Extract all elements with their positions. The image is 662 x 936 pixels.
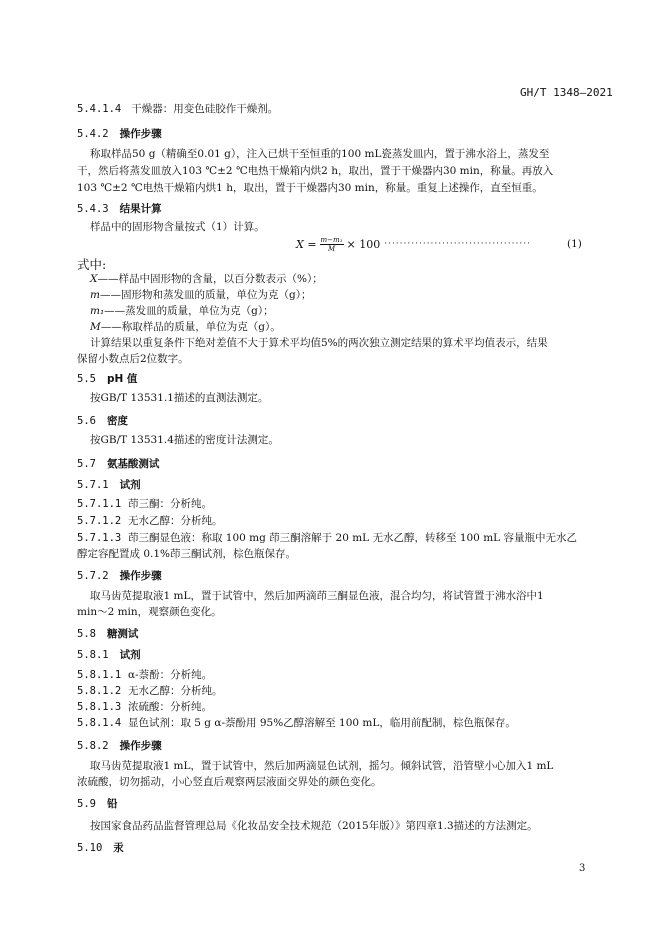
variable-desc: ——固形物和蒸发皿的质量，单位为克（g）； (99, 289, 312, 301)
variable-row (90, 304, 274, 318)
heading-5-8-1 (77, 647, 141, 662)
variable-symbol: M (90, 321, 101, 333)
variable-desc: ——样品中固形物的含量，以百分数表示（%）； (97, 273, 323, 285)
heading-number: 5.9 (77, 798, 96, 810)
clause-number: 5.7.1.3 (77, 532, 122, 544)
paragraph-line: 按GB/T 13531.4描述的密度计法测定。 (90, 434, 279, 446)
clause-5-4-1-4 (77, 102, 278, 116)
clause-text: 浓硫酸：分析纯。 (127, 701, 212, 713)
variable-symbol: X (90, 273, 98, 285)
clause-text: 显色试剂：取 5 g α-萘酚用 95%乙醇溶解至 100 mL，临用前配制，棕色瓶保存。 (127, 717, 516, 729)
list-item (77, 684, 222, 698)
formula-leader-dots: ······································ (384, 239, 531, 249)
heading-number: 5.8.1 (77, 649, 109, 661)
page-number: 3 (579, 863, 586, 874)
heading-5-7-2 (77, 568, 162, 583)
heading-title: 操作步骤 (119, 128, 162, 140)
paragraph-line: 称取样品50 g（精确至0.01 g），注入已烘干至恒重的100 mL瓷蒸发皿内，置于沸水浴上，蒸发至 (90, 148, 550, 160)
clause-text: 无水乙醇：分析纯。 (127, 685, 223, 697)
formula (296, 233, 531, 255)
paragraph-line: 按GB/T 13531.1描述的直测法测定。 (90, 392, 269, 404)
heading-title: 操作步骤 (119, 570, 162, 582)
clause-text: 干燥器：用变色硅胶作干燥剂。 (131, 103, 279, 115)
heading-title: 试剂 (119, 479, 141, 491)
clause-text: 无水乙醇：分析纯。 (127, 515, 223, 527)
paragraph-line: 103 ℃±2 ℃电热干燥箱内烘1 h，取出，置于干燥器内30 min，称量。重复上述操作，直至恒重。 (77, 182, 543, 194)
heading-title: 试剂 (119, 649, 141, 661)
variable-row (90, 320, 281, 334)
heading-5-5 (77, 371, 137, 386)
list-item-continuation: 醇定容配置成 0.1%茚三酮试剂，棕色瓶保存。 (77, 548, 297, 560)
heading-5-10 (77, 840, 124, 855)
heading-title: 结果计算 (119, 203, 162, 215)
list-item (77, 716, 516, 730)
heading-number: 5.8.2 (77, 740, 109, 752)
heading-number: 5.6 (77, 415, 96, 427)
heading-5-9 (77, 796, 117, 811)
formula-rhs: × 100 (346, 237, 381, 251)
heading-number: 5.7.1 (77, 479, 109, 491)
paragraph-line: 浓硫酸，切勿摇动，小心竖直后观察两层液面交界处的颜色变化。 (77, 776, 382, 788)
list-item (77, 497, 212, 511)
heading-title: 铅 (106, 798, 118, 810)
variable-desc: ——蒸发皿的质量，单位为克（g）； (104, 305, 274, 317)
heading-number: 5.7.2 (77, 570, 109, 582)
heading-title: 密度 (106, 415, 128, 427)
heading-5-8-2 (77, 738, 162, 753)
variable-symbol: m (90, 289, 100, 301)
formula-lhs: X = (296, 237, 317, 251)
result-note-line: 计算结果以重复条件下绝对差值不大于算术平均值5%的两次独立测定结果的算术平均值表示，结果 (90, 337, 548, 349)
heading-5-4-3 (77, 201, 162, 216)
paragraph-line: min～2 min，观察颜色变化。 (77, 606, 222, 618)
heading-number: 5.10 (77, 842, 103, 854)
clause-number: 5.8.1.3 (77, 701, 122, 713)
clause-number: 5.4.1.4 (77, 103, 122, 115)
heading-number: 5.4.3 (77, 203, 109, 215)
heading-title: 氨基酸测试 (106, 458, 160, 470)
paragraph-line: 取马齿苋提取液1 mL，置于试管中，然后加两滴茚三酮显色液，混合均匀，将试管置于沸水浴中1 (90, 590, 544, 602)
paragraph-line: 按国家食品药品监督管理总局《化妆品安全技术规范（2015年版）》第四章1.3描述的方法测定。 (90, 820, 538, 832)
heading-5-4-2 (77, 126, 162, 141)
list-item (77, 700, 212, 714)
clause-number: 5.7.1.2 (77, 515, 122, 527)
formula-denominator: M (327, 244, 336, 253)
list-item (77, 668, 212, 682)
paragraph-line: 取马齿苋提取液1 mL，置于试管中，然后加两滴显色试剂，摇匀。倾斜试管，沿管壁小心加入1 mL (90, 760, 554, 772)
formula-label: (1) (567, 238, 582, 250)
heading-5-8 (77, 626, 138, 641)
heading-number: 5.8 (77, 628, 96, 640)
list-item (77, 531, 577, 545)
heading-title: 糖测试 (106, 628, 139, 640)
clause-number: 5.8.1.1 (77, 669, 122, 681)
variable-desc: ——称取样品的质量，单位为克（g）。 (100, 321, 281, 333)
clause-number: 5.7.1.1 (77, 498, 122, 510)
formula-fraction (320, 236, 344, 253)
variable-row (90, 288, 311, 302)
page-header: GH/T 1348—2021 (520, 86, 613, 99)
heading-5-6 (77, 413, 128, 428)
clause-text: α-萘酚：分析纯。 (127, 669, 213, 681)
paragraph-line: 干，然后将蒸发皿放入103 ℃±2 ℃电热干燥箱内烘2 h，取出，置于干燥器内30 min，称量。再放入 (77, 165, 554, 177)
heading-number: 5.5 (77, 373, 96, 385)
heading-number: 5.7 (77, 458, 96, 470)
clause-number: 5.8.1.4 (77, 717, 122, 729)
variable-row (90, 272, 323, 286)
heading-title: 操作步骤 (119, 740, 162, 752)
formula-intro: 样品中的固形物含量按式（1）计算。 (90, 221, 265, 233)
heading-title: 汞 (113, 842, 124, 854)
heading-title: pH 值 (106, 373, 138, 385)
where-label: 式中: (77, 257, 107, 272)
list-item (77, 514, 222, 528)
result-note-line: 保留小数点后2位数字。 (77, 353, 189, 365)
clause-text: 茚三酮显色液：称取 100 mg 茚三酮溶解于 20 mL 无水乙醇，转移至 100 mL 容量瓶中无水乙 (127, 532, 577, 544)
formula-numerator: m−m₁ (320, 235, 343, 244)
heading-5-7 (77, 456, 159, 471)
heading-number: 5.4.2 (77, 128, 109, 140)
variable-symbol: m₁ (90, 305, 105, 317)
clause-text: 茚三酮：分析纯。 (127, 498, 212, 510)
heading-5-7-1 (77, 477, 141, 492)
clause-number: 5.8.1.2 (77, 685, 122, 697)
